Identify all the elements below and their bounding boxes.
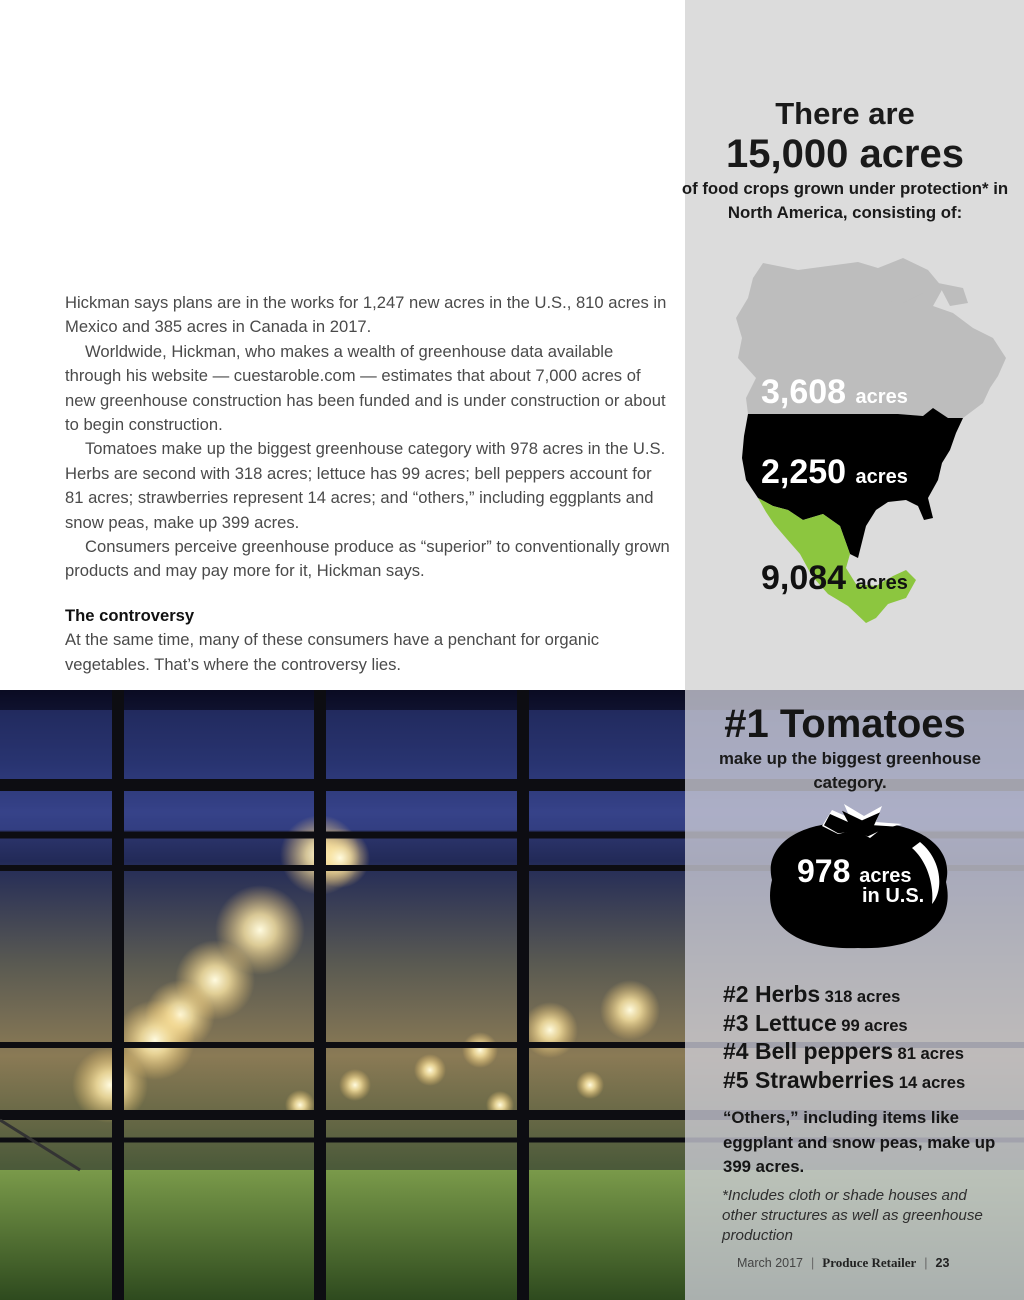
rank-item bbox=[723, 1068, 1023, 1097]
article-paragraph: Worldwide, Hickman, who makes a wealth of greenhouse data available through his website — cuestaroble.com — estimates that about 7,000 acres of new greenhouse construction has been funded and is under construction or about to begin construction. bbox=[65, 341, 666, 435]
section-heading: The controversy bbox=[65, 605, 195, 625]
rank-label: #3 Lettuce bbox=[723, 1009, 837, 1036]
region-unit: acres bbox=[855, 466, 908, 488]
map-label-us bbox=[761, 453, 908, 492]
rank-item bbox=[723, 1039, 1023, 1068]
rank-item bbox=[723, 982, 1023, 1011]
footer-date: March 2017 bbox=[737, 1256, 804, 1270]
rank-item bbox=[723, 1011, 1023, 1040]
page-number: 23 bbox=[935, 1256, 950, 1270]
tomato-acres-value: 978 bbox=[797, 853, 851, 889]
rank-label: #5 Strawberries bbox=[723, 1066, 895, 1093]
article-paragraph: Consumers perceive greenhouse produce as “superior” to conventionally grown products and may pay more for it, Hickman says. bbox=[65, 537, 670, 581]
infographic-subtitle: of food crops grown under protection* in North America, consisting of: bbox=[681, 179, 1009, 222]
region-unit: acres bbox=[855, 386, 908, 408]
article-paragraph: Hickman says plans are in the works for 1,247 new acres in the U.S., 810 acres in Mexico and 385 acres in Canada in 2017. bbox=[65, 293, 667, 337]
rank-label: #2 Herbs bbox=[723, 981, 821, 1007]
infographic-total: 15,000 acres bbox=[725, 132, 964, 176]
rank-acres: 81 acres bbox=[897, 1044, 964, 1063]
top-crop-title: #1 Tomatoes bbox=[724, 702, 966, 746]
region-value: 9,084 bbox=[761, 559, 847, 597]
footer-publication: Produce Retailer bbox=[822, 1255, 917, 1270]
article-paragraph: Tomatoes make up the biggest greenhouse category with 978 acres in the U.S. Herbs are second with 318 acres; lettuce has 99 acres; bell peppers account for 81 acres; strawberries represent 14 acres; and “others,” including eggplants and snow peas, make up 399 acres. bbox=[65, 439, 666, 532]
region-value: 2,250 bbox=[761, 453, 847, 491]
top-crop-subtitle: make up the biggest greenhouse category. bbox=[718, 749, 982, 792]
footer-separator: | bbox=[811, 1256, 815, 1270]
infographic-intro: There are bbox=[775, 96, 915, 131]
rank-label: #4 Bell peppers bbox=[723, 1038, 894, 1064]
map-label-mexico bbox=[761, 559, 908, 598]
others-note: “Others,” including items like eggplant and snow peas, make up 399 acres. bbox=[723, 1108, 996, 1176]
region-unit: acres bbox=[855, 572, 908, 594]
rank-acres: 318 acres bbox=[824, 987, 901, 1006]
page-footer bbox=[737, 1255, 949, 1271]
map-label-canada bbox=[761, 373, 908, 412]
footer-separator: | bbox=[924, 1256, 928, 1270]
rank-acres: 14 acres bbox=[898, 1072, 966, 1092]
article-paragraph: At the same time, many of these consumers have a penchant for organic vegetables. That’s where the controversy lies. bbox=[65, 630, 600, 674]
tomato-acres-unit: acres bbox=[859, 865, 912, 887]
footnote: *Includes cloth or shade houses and other structures as well as greenhouse production bbox=[722, 1187, 983, 1244]
article-body bbox=[65, 291, 670, 677]
crop-rank-list bbox=[723, 982, 1023, 1096]
region-value: 3,608 bbox=[761, 373, 847, 411]
rank-acres: 99 acres bbox=[841, 1015, 908, 1035]
tomato-location: in U.S. bbox=[862, 885, 925, 907]
